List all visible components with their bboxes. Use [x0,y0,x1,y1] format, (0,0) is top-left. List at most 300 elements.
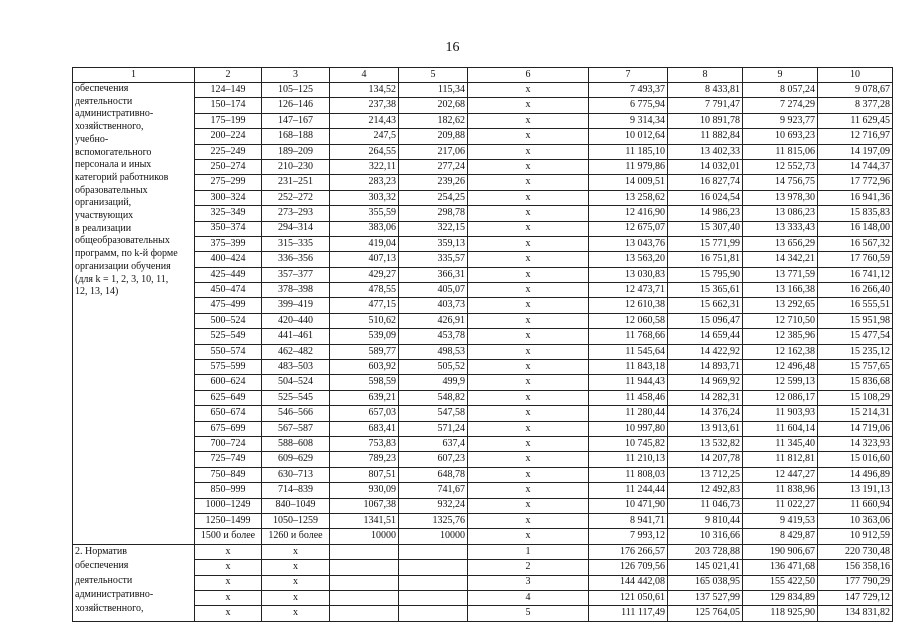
cell-col-6: х [468,221,589,236]
table-row [73,113,893,128]
cell-col-8: 10 316,66 [668,529,743,544]
cell-col-5: 1325,76 [399,513,468,528]
cell-col-10: 17 760,59 [818,252,893,267]
cell-col-3: 252–272 [262,190,330,205]
cell-col-8: 203 728,88 [668,544,743,559]
cell-col-8: 13 913,61 [668,421,743,436]
cell-col-8: 137 527,99 [668,590,743,605]
cell-col-7: 12 610,38 [589,298,668,313]
cell-col-5 [399,575,468,590]
table-row [73,513,893,528]
cell-col-9: 12 496,48 [743,360,818,375]
cell-col-2: 325–349 [195,206,262,221]
cell-col-6: х [468,236,589,251]
cell-col-5: 426,91 [399,313,468,328]
cell-col-9: 13 086,23 [743,206,818,221]
cell-col-10: 15 836,68 [818,375,893,390]
table-row [73,98,893,113]
table-row [73,267,893,282]
cell-col-6: х [468,83,589,98]
cell-col-5: 453,78 [399,329,468,344]
cell-col-10: 16 266,40 [818,283,893,298]
cell-col-2: х [195,590,262,605]
cell-col-7: 11 458,46 [589,390,668,405]
cell-col-6: х [468,452,589,467]
cell-col-2: 700–724 [195,436,262,451]
cell-col-2: 575–599 [195,360,262,375]
cell-col-3: х [262,544,330,559]
column-header-8: 8 [668,68,743,83]
cell-col-4: 639,21 [330,390,399,405]
cell-col-2: 550–574 [195,344,262,359]
cell-col-9: 12 710,50 [743,313,818,328]
cell-col-7: 11 979,86 [589,159,668,174]
cell-col-7: 111 117,49 [589,606,668,621]
table-row [73,452,893,467]
table-row [73,144,893,159]
cell-col-4: 807,51 [330,467,399,482]
cell-col-7: 10 471,90 [589,498,668,513]
cell-col-9: 8 429,87 [743,529,818,544]
description-line: административно- [75,588,154,600]
cell-col-10: 15 477,54 [818,329,893,344]
cell-col-10: 13 191,13 [818,483,893,498]
cell-col-5: 335,57 [399,252,468,267]
cell-col-7: 9 314,34 [589,113,668,128]
table-row [73,83,893,98]
cell-col-10: 10 912,59 [818,529,893,544]
cell-col-6: х [468,175,589,190]
cell-col-2: 150–174 [195,98,262,113]
cell-col-10: 11 660,94 [818,498,893,513]
cell-col-10: 11 629,45 [818,113,893,128]
cell-col-8: 14 207,78 [668,452,743,467]
description-line: хозяйственного, [75,121,144,133]
table-row [73,406,893,421]
cell-col-7: 12 473,71 [589,283,668,298]
cell-col-8: 14 659,44 [668,329,743,344]
cell-col-9: 190 906,67 [743,544,818,559]
cell-col-4: 598,59 [330,375,399,390]
cell-col-2: 275–299 [195,175,262,190]
cell-col-2: 475–499 [195,298,262,313]
table-row [73,329,893,344]
cell-col-6: х [468,390,589,405]
cell-col-2: 850–999 [195,483,262,498]
cell-col-10: 14 496,89 [818,467,893,482]
cell-col-7: 7 493,37 [589,83,668,98]
cell-col-9: 12 447,27 [743,467,818,482]
cell-col-3: 105–125 [262,83,330,98]
cell-col-4: 510,62 [330,313,399,328]
cell-col-9: 9 419,53 [743,513,818,528]
cell-col-6: х [468,283,589,298]
cell-col-2: 1000–1249 [195,498,262,513]
cell-col-8: 15 662,31 [668,298,743,313]
cell-col-10: 16 741,12 [818,267,893,282]
cell-col-8: 14 986,23 [668,206,743,221]
table-row [73,175,893,190]
cell-col-3: 441–461 [262,329,330,344]
cell-col-7: 144 442,08 [589,575,668,590]
description-line: организаций, [75,197,132,209]
description-line: 12, 13, 14) [75,286,119,298]
cell-col-7: 11 545,64 [589,344,668,359]
cell-col-10: 15 757,65 [818,360,893,375]
cell-col-7: 10 997,80 [589,421,668,436]
table-row [73,236,893,251]
cell-col-7: 11 280,44 [589,406,668,421]
cell-col-5: 548,82 [399,390,468,405]
cell-col-8: 11 046,73 [668,498,743,513]
table-row [73,436,893,451]
cell-col-4: 477,15 [330,298,399,313]
cell-col-8: 10 891,78 [668,113,743,128]
cell-col-9: 118 925,90 [743,606,818,621]
cell-col-9: 12 162,38 [743,344,818,359]
cell-col-9: 8 057,24 [743,83,818,98]
column-header-2: 2 [195,68,262,83]
cell-col-8: 13 712,25 [668,467,743,482]
description-line: программ, по k-й форме [75,248,178,260]
cell-col-8: 165 038,95 [668,575,743,590]
cell-col-4: 1067,38 [330,498,399,513]
table-row [73,159,893,174]
cell-col-9: 7 274,29 [743,98,818,113]
cell-col-2: 525–549 [195,329,262,344]
table-row [73,221,893,236]
cell-col-4: 683,41 [330,421,399,436]
cell-col-8: 14 282,31 [668,390,743,405]
cell-col-10: 17 772,96 [818,175,893,190]
cell-col-8: 11 882,84 [668,129,743,144]
cell-col-4: 419,04 [330,236,399,251]
cell-col-6: х [468,498,589,513]
cell-col-3: 273–293 [262,206,330,221]
cell-col-8: 15 365,61 [668,283,743,298]
cell-col-6: х [468,267,589,282]
table-row [73,129,893,144]
table-row [73,375,893,390]
cell-col-9: 14 342,21 [743,252,818,267]
cell-col-10: 12 716,97 [818,129,893,144]
cell-col-6: х [468,329,589,344]
cell-col-4: 429,27 [330,267,399,282]
cell-col-4: 789,23 [330,452,399,467]
cell-col-4: 539,09 [330,329,399,344]
table-row [73,529,893,544]
cell-col-8: 14 032,01 [668,159,743,174]
table-row [73,421,893,436]
cell-col-5: 366,31 [399,267,468,282]
cell-col-10: 177 790,29 [818,575,893,590]
table-row [73,190,893,205]
cell-col-9: 155 422,50 [743,575,818,590]
cell-col-10: 15 835,83 [818,206,893,221]
cell-col-9: 10 693,23 [743,129,818,144]
cell-col-3: 420–440 [262,313,330,328]
description-line: в реализации [75,222,132,234]
cell-col-5: 254,25 [399,190,468,205]
cell-col-5: 217,06 [399,144,468,159]
cell-col-6: х [468,298,589,313]
cell-col-2: 675–699 [195,421,262,436]
cell-col-6: х [468,529,589,544]
cell-col-2: 625–649 [195,390,262,405]
cell-col-6: 2 [468,560,589,575]
cell-col-10: 156 358,16 [818,560,893,575]
cell-col-4 [330,606,399,621]
table-row [73,252,893,267]
table-row [73,360,893,375]
cell-col-9: 13 978,30 [743,190,818,205]
cell-col-10: 14 719,06 [818,421,893,436]
cell-col-8: 15 771,99 [668,236,743,251]
cell-col-5: 202,68 [399,98,468,113]
cell-col-8: 15 096,47 [668,313,743,328]
cell-col-6: х [468,421,589,436]
cell-col-5: 115,34 [399,83,468,98]
table-row [73,467,893,482]
cell-col-6: х [468,98,589,113]
cell-col-7: 11 808,03 [589,467,668,482]
cell-col-8: 14 893,71 [668,360,743,375]
cell-col-3: 630–713 [262,467,330,482]
column-header-5: 5 [399,68,468,83]
cell-col-5: 648,78 [399,467,468,482]
cell-col-3: х [262,575,330,590]
description-line: деятельности [75,95,133,107]
column-header-7: 7 [589,68,668,83]
cell-col-6: х [468,513,589,528]
cell-col-3: 294–314 [262,221,330,236]
cell-col-10: 14 197,09 [818,144,893,159]
description-line: общеобразовательных [75,235,170,247]
cell-col-3: 1260 и более [262,529,330,544]
cell-col-5 [399,590,468,605]
cell-col-7: 12 060,58 [589,313,668,328]
cell-col-2: 175–199 [195,113,262,128]
cell-col-10: 16 148,00 [818,221,893,236]
cell-col-2: 400–424 [195,252,262,267]
cell-col-10: 147 729,12 [818,590,893,605]
cell-col-7: 10 745,82 [589,436,668,451]
cell-col-9: 12 552,73 [743,159,818,174]
cell-col-4 [330,590,399,605]
table-row [73,498,893,513]
cell-col-8: 14 422,92 [668,344,743,359]
cell-col-3: 609–629 [262,452,330,467]
cell-col-6: 3 [468,575,589,590]
table-row [73,390,893,405]
cell-col-6: х [468,144,589,159]
section2-description [73,544,195,621]
cell-col-10: 15 951,98 [818,313,893,328]
cell-col-3: 504–524 [262,375,330,390]
table-row [73,313,893,328]
cell-col-3: 357–377 [262,267,330,282]
table-row [73,283,893,298]
cell-col-7: 12 675,07 [589,221,668,236]
cell-col-5: 209,88 [399,129,468,144]
cell-col-4: 247,5 [330,129,399,144]
cell-col-2: 1500 и более [195,529,262,544]
cell-col-4 [330,575,399,590]
description-line: категорий работников [75,171,169,183]
column-header-1: 1 [73,68,195,83]
cell-col-6: х [468,190,589,205]
table-row [73,590,893,605]
cell-col-5: 10000 [399,529,468,544]
cell-col-10: 9 078,67 [818,83,893,98]
cell-col-5: 607,23 [399,452,468,467]
cell-col-4: 237,38 [330,98,399,113]
cell-col-9: 13 771,59 [743,267,818,282]
cell-col-4: 214,43 [330,113,399,128]
cell-col-4: 322,11 [330,159,399,174]
cell-col-6: 4 [468,590,589,605]
column-header-3: 3 [262,68,330,83]
table-row [73,344,893,359]
cell-col-9: 12 385,96 [743,329,818,344]
cell-col-10: 16 555,51 [818,298,893,313]
cell-col-10: 10 363,06 [818,513,893,528]
header-row [73,68,893,83]
cell-col-7: 10 012,64 [589,129,668,144]
cell-col-2: 600–624 [195,375,262,390]
cell-col-5: 637,4 [399,436,468,451]
cell-col-8: 14 969,92 [668,375,743,390]
cell-col-7: 13 563,20 [589,252,668,267]
cell-col-6: х [468,375,589,390]
description-line: организации обучения [75,260,171,272]
table-row [73,606,893,621]
cell-col-7: 14 009,51 [589,175,668,190]
description-line: персонала и иных [75,159,152,171]
cell-col-2: 124–149 [195,83,262,98]
cell-col-7: 13 030,83 [589,267,668,282]
cell-col-3: 546–566 [262,406,330,421]
description-line: учебно- [75,133,109,145]
cell-col-4: 407,13 [330,252,399,267]
cell-col-3: 336–356 [262,252,330,267]
cell-col-3: 315–335 [262,236,330,251]
cell-col-9: 13 292,65 [743,298,818,313]
cell-col-2: 250–274 [195,159,262,174]
cell-col-6: х [468,344,589,359]
cell-col-6: 1 [468,544,589,559]
cell-col-5 [399,560,468,575]
cell-col-7: 126 709,56 [589,560,668,575]
cell-col-5: 741,67 [399,483,468,498]
cell-col-7: 11 210,13 [589,452,668,467]
cell-col-4: 264,55 [330,144,399,159]
cell-col-3: 378–398 [262,283,330,298]
cell-col-10: 14 323,93 [818,436,893,451]
cell-col-7: 11 843,18 [589,360,668,375]
cell-col-4: 930,09 [330,483,399,498]
cell-col-6: х [468,159,589,174]
table-row [73,483,893,498]
cell-col-5: 359,13 [399,236,468,251]
cell-col-6: х [468,406,589,421]
description-line: хозяйственного, [75,603,144,615]
cell-col-3: 483–503 [262,360,330,375]
cell-col-2: 1250–1499 [195,513,262,528]
cell-col-4: 134,52 [330,83,399,98]
cell-col-3: 840–1049 [262,498,330,513]
page-number: 16 [445,40,460,55]
cell-col-10: 15 016,60 [818,452,893,467]
cell-col-4: 1341,51 [330,513,399,528]
section1-description [73,83,195,545]
cell-col-3: 147–167 [262,113,330,128]
cell-col-6: х [468,360,589,375]
table-row [73,298,893,313]
cell-col-5 [399,544,468,559]
cell-col-4 [330,560,399,575]
cell-col-6: х [468,206,589,221]
cell-col-9: 11 812,81 [743,452,818,467]
cell-col-3: 462–482 [262,344,330,359]
column-header-4: 4 [330,68,399,83]
cell-col-4: 10000 [330,529,399,544]
cell-col-5: 505,52 [399,360,468,375]
cell-col-5: 322,15 [399,221,468,236]
cell-col-7: 176 266,57 [589,544,668,559]
cell-col-10: 134 831,82 [818,606,893,621]
cell-col-5 [399,606,468,621]
cell-col-7: 11 185,10 [589,144,668,159]
cell-col-4: 657,03 [330,406,399,421]
cell-col-5: 405,07 [399,283,468,298]
cell-col-8: 145 021,41 [668,560,743,575]
cell-col-9: 13 333,43 [743,221,818,236]
cell-col-3: 231–251 [262,175,330,190]
cell-col-9: 11 903,93 [743,406,818,421]
cell-col-2: 300–324 [195,190,262,205]
cell-col-5: 498,53 [399,344,468,359]
cell-col-3: 189–209 [262,144,330,159]
description-line: (для k = 1, 2, 3, 10, 11, [75,273,169,285]
cell-col-2: 650–674 [195,406,262,421]
cell-col-2: 750–849 [195,467,262,482]
cell-col-5: 239,26 [399,175,468,190]
cell-col-10: 220 730,48 [818,544,893,559]
cell-col-3: 525–545 [262,390,330,405]
cell-col-8: 7 791,47 [668,98,743,113]
cell-col-9: 11 345,40 [743,436,818,451]
cell-col-9: 129 834,89 [743,590,818,605]
cell-col-3: 210–230 [262,159,330,174]
cell-col-7: 121 050,61 [589,590,668,605]
cell-col-7: 7 993,12 [589,529,668,544]
cell-col-2: х [195,575,262,590]
cell-col-9: 11 022,27 [743,498,818,513]
cell-col-2: 225–249 [195,144,262,159]
cell-col-2: 200–224 [195,129,262,144]
cell-col-2: 425–449 [195,267,262,282]
cell-col-8: 9 810,44 [668,513,743,528]
cell-col-10: 15 235,12 [818,344,893,359]
cell-col-2: 725–749 [195,452,262,467]
cell-col-7: 13 258,62 [589,190,668,205]
cell-col-6: х [468,313,589,328]
cell-col-4: 603,92 [330,360,399,375]
cell-col-8: 16 024,54 [668,190,743,205]
cell-col-3: 567–587 [262,421,330,436]
table-row [73,206,893,221]
